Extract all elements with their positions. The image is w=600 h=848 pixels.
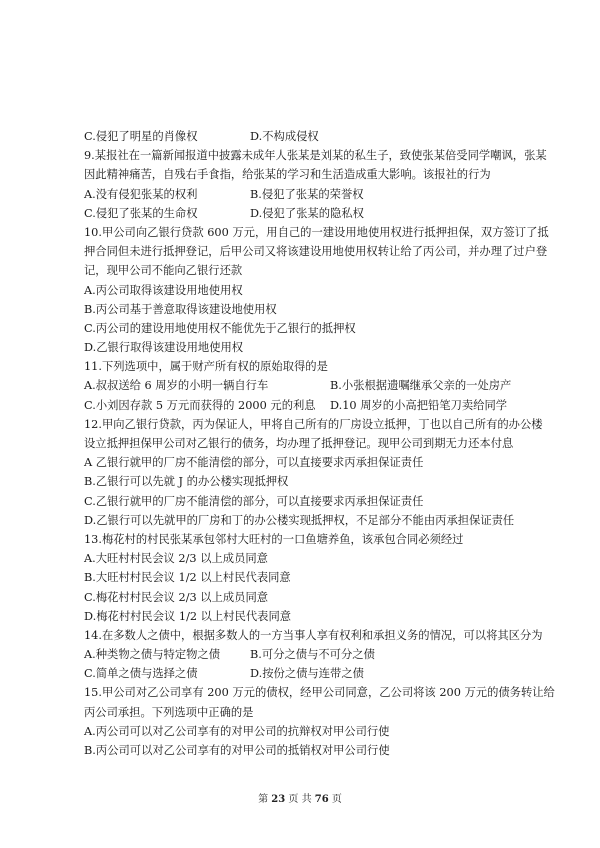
text-line: A.大旺村村民会议 2/3 以上成员同意 xyxy=(84,552,268,566)
option-right: D.不构成侵权 xyxy=(250,130,319,143)
text-line: 因此精神痛苦，自残右手食指，给张某的学习和生活造成重大影响。该报社的行为 xyxy=(84,168,491,182)
option-left: C.侵犯了明星的肖像权 xyxy=(84,130,198,143)
text-line: 10.甲公司向乙银行贷款 600 万元，用自己的一建设用地使用权进行抵押担保，双方签订了抵 xyxy=(84,225,549,239)
current-page-number: 23 xyxy=(271,794,286,805)
option-right: B.小张根据遗嘱继承父亲的一处房产 xyxy=(330,379,512,393)
option-left: A.种类物之债与特定物之债 xyxy=(84,648,221,662)
option-left: C.简单之债与选择之债 xyxy=(84,667,198,681)
option-row xyxy=(84,127,524,146)
text-line: A.丙公司可以对乙公司享有的对甲公司的抗辩权对甲公司行使 xyxy=(84,724,390,738)
text-line: 丙公司承担。下列选项中正确的是 xyxy=(84,705,254,719)
option-row xyxy=(84,204,524,223)
option-right: D.侵犯了张某的隐私权 xyxy=(250,206,364,220)
option-row xyxy=(84,664,524,683)
option-row xyxy=(84,376,524,395)
option-left: A.叔叔送给 6 周岁的小明一辆自行车 xyxy=(84,379,269,393)
text-line: D.梅花村村民会议 1/2 以上村民代表同意 xyxy=(84,609,292,623)
text-line: A 乙银行就甲的厂房不能清偿的部分，可以直接要求丙承担保证责任 xyxy=(84,456,424,470)
option-right: D.10 周岁的小高把铅笔刀卖给同学 xyxy=(330,398,508,412)
text-line: 13.梅花村的村民张某承包邻村大旺村的一口鱼塘养鱼，该承包合同必须经过 xyxy=(84,532,464,546)
text-line: C.丙公司的建设用地使用权不能优先于乙银行的抵押权 xyxy=(84,321,356,335)
option-left: C.侵犯了张某的生命权 xyxy=(84,206,198,220)
text-line: B.丙公司基于善意取得该建设地使用权 xyxy=(84,302,277,316)
text-line: 9.某报社在一篇新闻报道中披露未成年人张某是刘某的私生子，致使张某倍受同学嘲讽，张某 xyxy=(84,149,547,163)
option-right: B.侵犯了张某的荣誉权 xyxy=(250,187,364,201)
text-line: B.丙公司可以对乙公司享有的对甲公司的抵销权对甲公司行使 xyxy=(84,744,390,757)
text-line: 15.甲公司对乙公司享有 200 万元的债权，经甲公司同意，乙公司将该 200 万元的债务转让给 xyxy=(84,686,555,700)
total-page-count: 76 xyxy=(314,794,329,805)
text-line: D.乙银行取得该建设用地使用权 xyxy=(84,341,244,355)
option-row xyxy=(84,185,524,204)
footer-prefix: 第 xyxy=(258,794,272,805)
text-line: 设立抵押担保甲公司对乙银行的债务，均办理了抵押登记。现甲公司到期无力还本付息 xyxy=(84,437,514,450)
text-line: 记，现甲公司不能向乙银行还款 xyxy=(84,264,243,278)
footer-suffix: 页 xyxy=(328,794,342,805)
option-row xyxy=(84,396,524,415)
option-left: A.没有侵犯张某的权利 xyxy=(84,187,198,201)
text-line: C.梅花村村民会议 2/3 以上成员同意 xyxy=(84,590,269,604)
option-left: C.小刘因存款 5 万元而获得的 2000 元的利息 xyxy=(84,398,316,412)
text-line: D.乙银行可以先就甲的厂房和丁的办公楼实现抵押权，不足部分不能由丙承担保证责任 xyxy=(84,513,515,527)
text-line: 11.下列选项中，属于财产所有权的原始取得的是 xyxy=(84,360,328,374)
text-line: A.丙公司取得该建设用地使用权 xyxy=(84,283,243,297)
page-body xyxy=(84,127,555,760)
text-line: 押合同但未进行抵押登记，后甲公司又将该建设用地使用权转让给了丙公司，并办理了过户登 xyxy=(84,245,548,259)
text-line: 14.在多数人之债中，根据多数人的一方当事人享有权利和承担义务的情况，可以将其区分为 xyxy=(84,628,543,642)
text-line: 12.甲向乙银行贷款，丙为保证人，甲将自己所有的厂房设立抵押，丁也以自己所有的办公楼 xyxy=(84,417,543,431)
page-footer xyxy=(0,790,600,805)
text-line: C.乙银行就甲的厂房不能清偿的部分，可以直接要求丙承担保证责任 xyxy=(84,494,424,508)
text-line: B.乙银行可以先就 J 的办公楼实现抵押权 xyxy=(84,475,289,489)
text-line: B.大旺村村民会议 1/2 以上村民代表同意 xyxy=(84,571,291,585)
option-right: B.可分之债与不可分之债 xyxy=(250,648,375,662)
footer-middle: 页 共 xyxy=(285,794,315,805)
option-row xyxy=(84,645,524,664)
option-right: D.按份之债与连带之债 xyxy=(250,667,364,681)
